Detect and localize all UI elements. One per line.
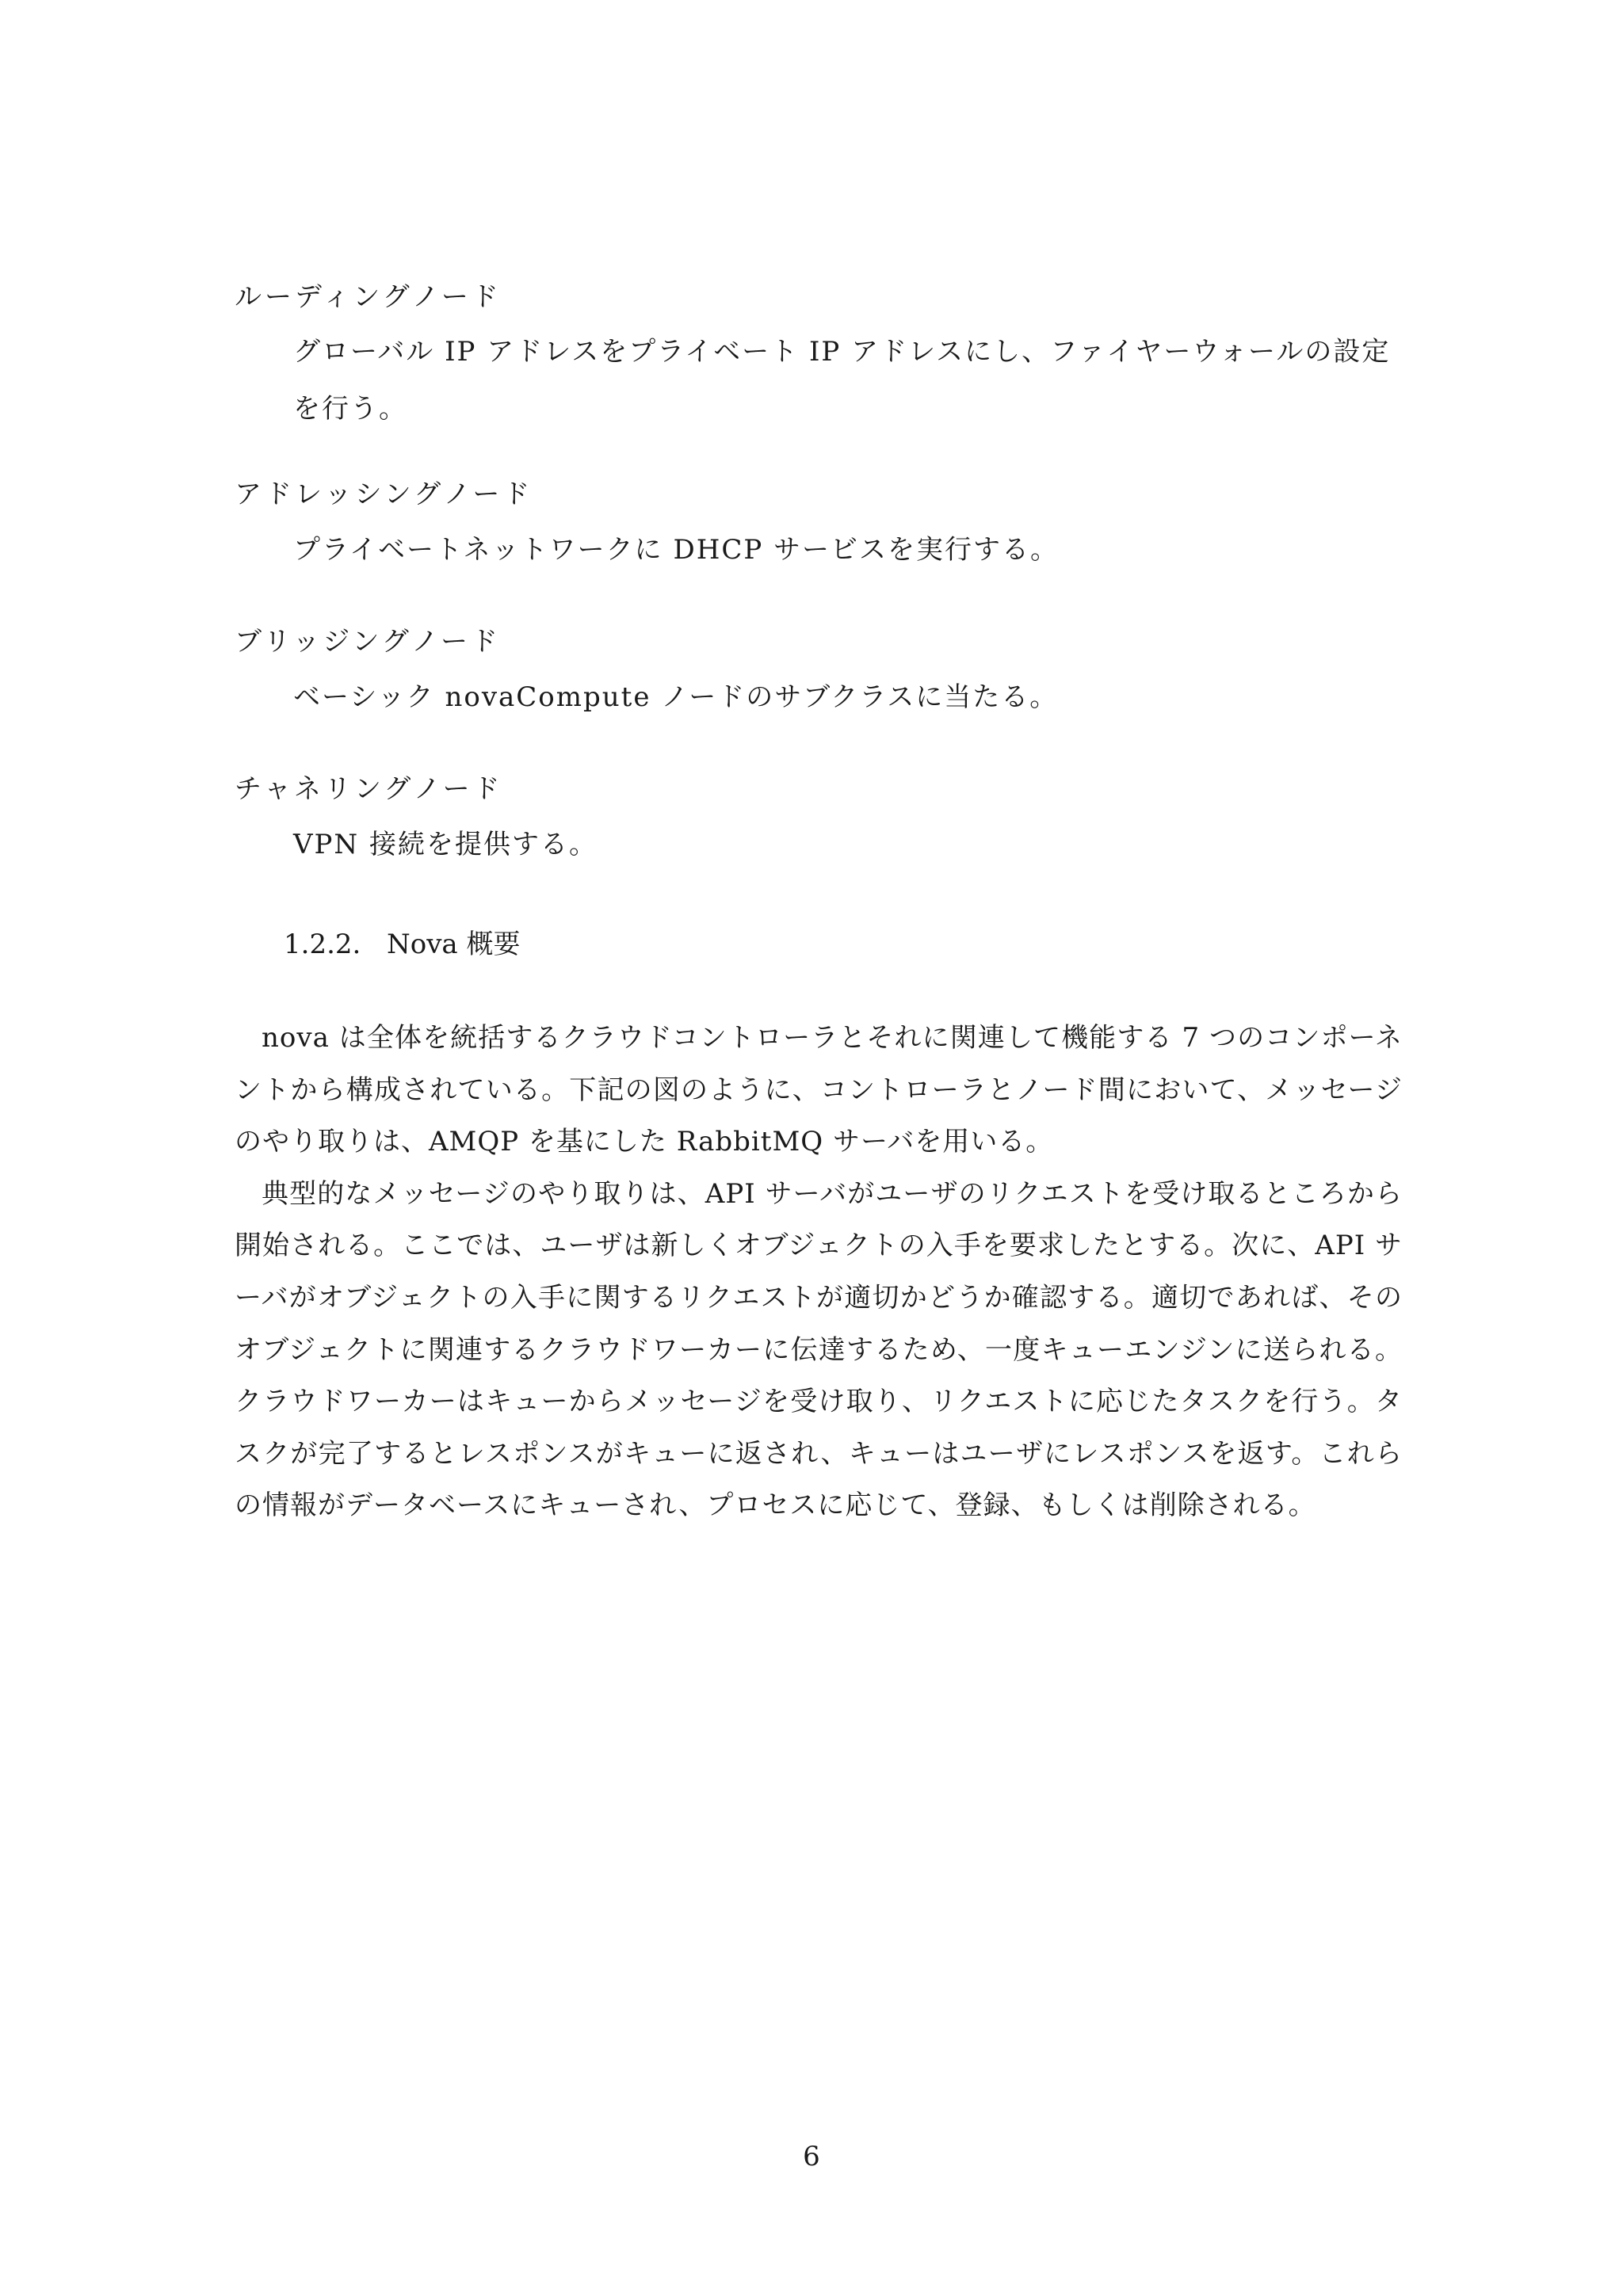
paragraph-overview: nova は全体を統括するクラウドコントローラとそれに関連して機能する 7 つのコンポーネントから構成されている。下記の図のように、コントローラとノード間において、メッセージのやり取りは、AMQP を基にした RabbitMQ サーバを用いる。 [235,1022,1403,1158]
paragraph-message-flow: 典型的なメッセージのやり取りは、API サーバがユーザのリクエストを受け取るところから開始される。ここでは、ユーザは新しくオブジェクトの入手を要求したとする。次に、API サーバがオブジェクトの入手に関するリクエストが適切かどうか確認する。適切であれば、そのオブジェクトに関連するクラウドワーカーに伝達するため、一度キューエンジンに送られる。クラウドワーカーはキューからメッセージを受け取り、リクエストに応じたタスクを行う。タスクが完了するとレスポンスがキューに返され、キューはユーザにレスポンスを返す。これらの情報がデータベースにキューされ、プロセスに応じて、登録、もしくは削除される。 [235,1177,1403,1522]
body-text [235,1013,1403,1532]
page-number: 6 [803,2141,820,2172]
section-heading-channeling-node: チャネリングノード [235,773,503,805]
section-heading-bridging-node: ブリッジングノード [235,626,502,658]
section-description-addressing-node: プライベートネットワークに DHCP サービスを実行する。 [293,534,1060,566]
section-heading-routing-node: ルーディングノード [235,281,502,313]
subsection-heading [284,929,521,960]
subsection-title: Nova 概要 [387,929,521,960]
section-description-routing-node: グローバル IP アドレスをプライベート IP アドレスにし、ファイヤーウォールの設定を行う。 [293,336,1391,425]
section-description-bridging-node: ベーシック novaCompute ノードのサブクラスに当たる。 [293,681,1059,713]
section-description-channeling-node: VPN 接続を提供する。 [293,829,598,860]
subsection-number: 1.2.2. [284,929,361,960]
section-heading-addressing-node: アドレッシングノード [235,479,533,510]
